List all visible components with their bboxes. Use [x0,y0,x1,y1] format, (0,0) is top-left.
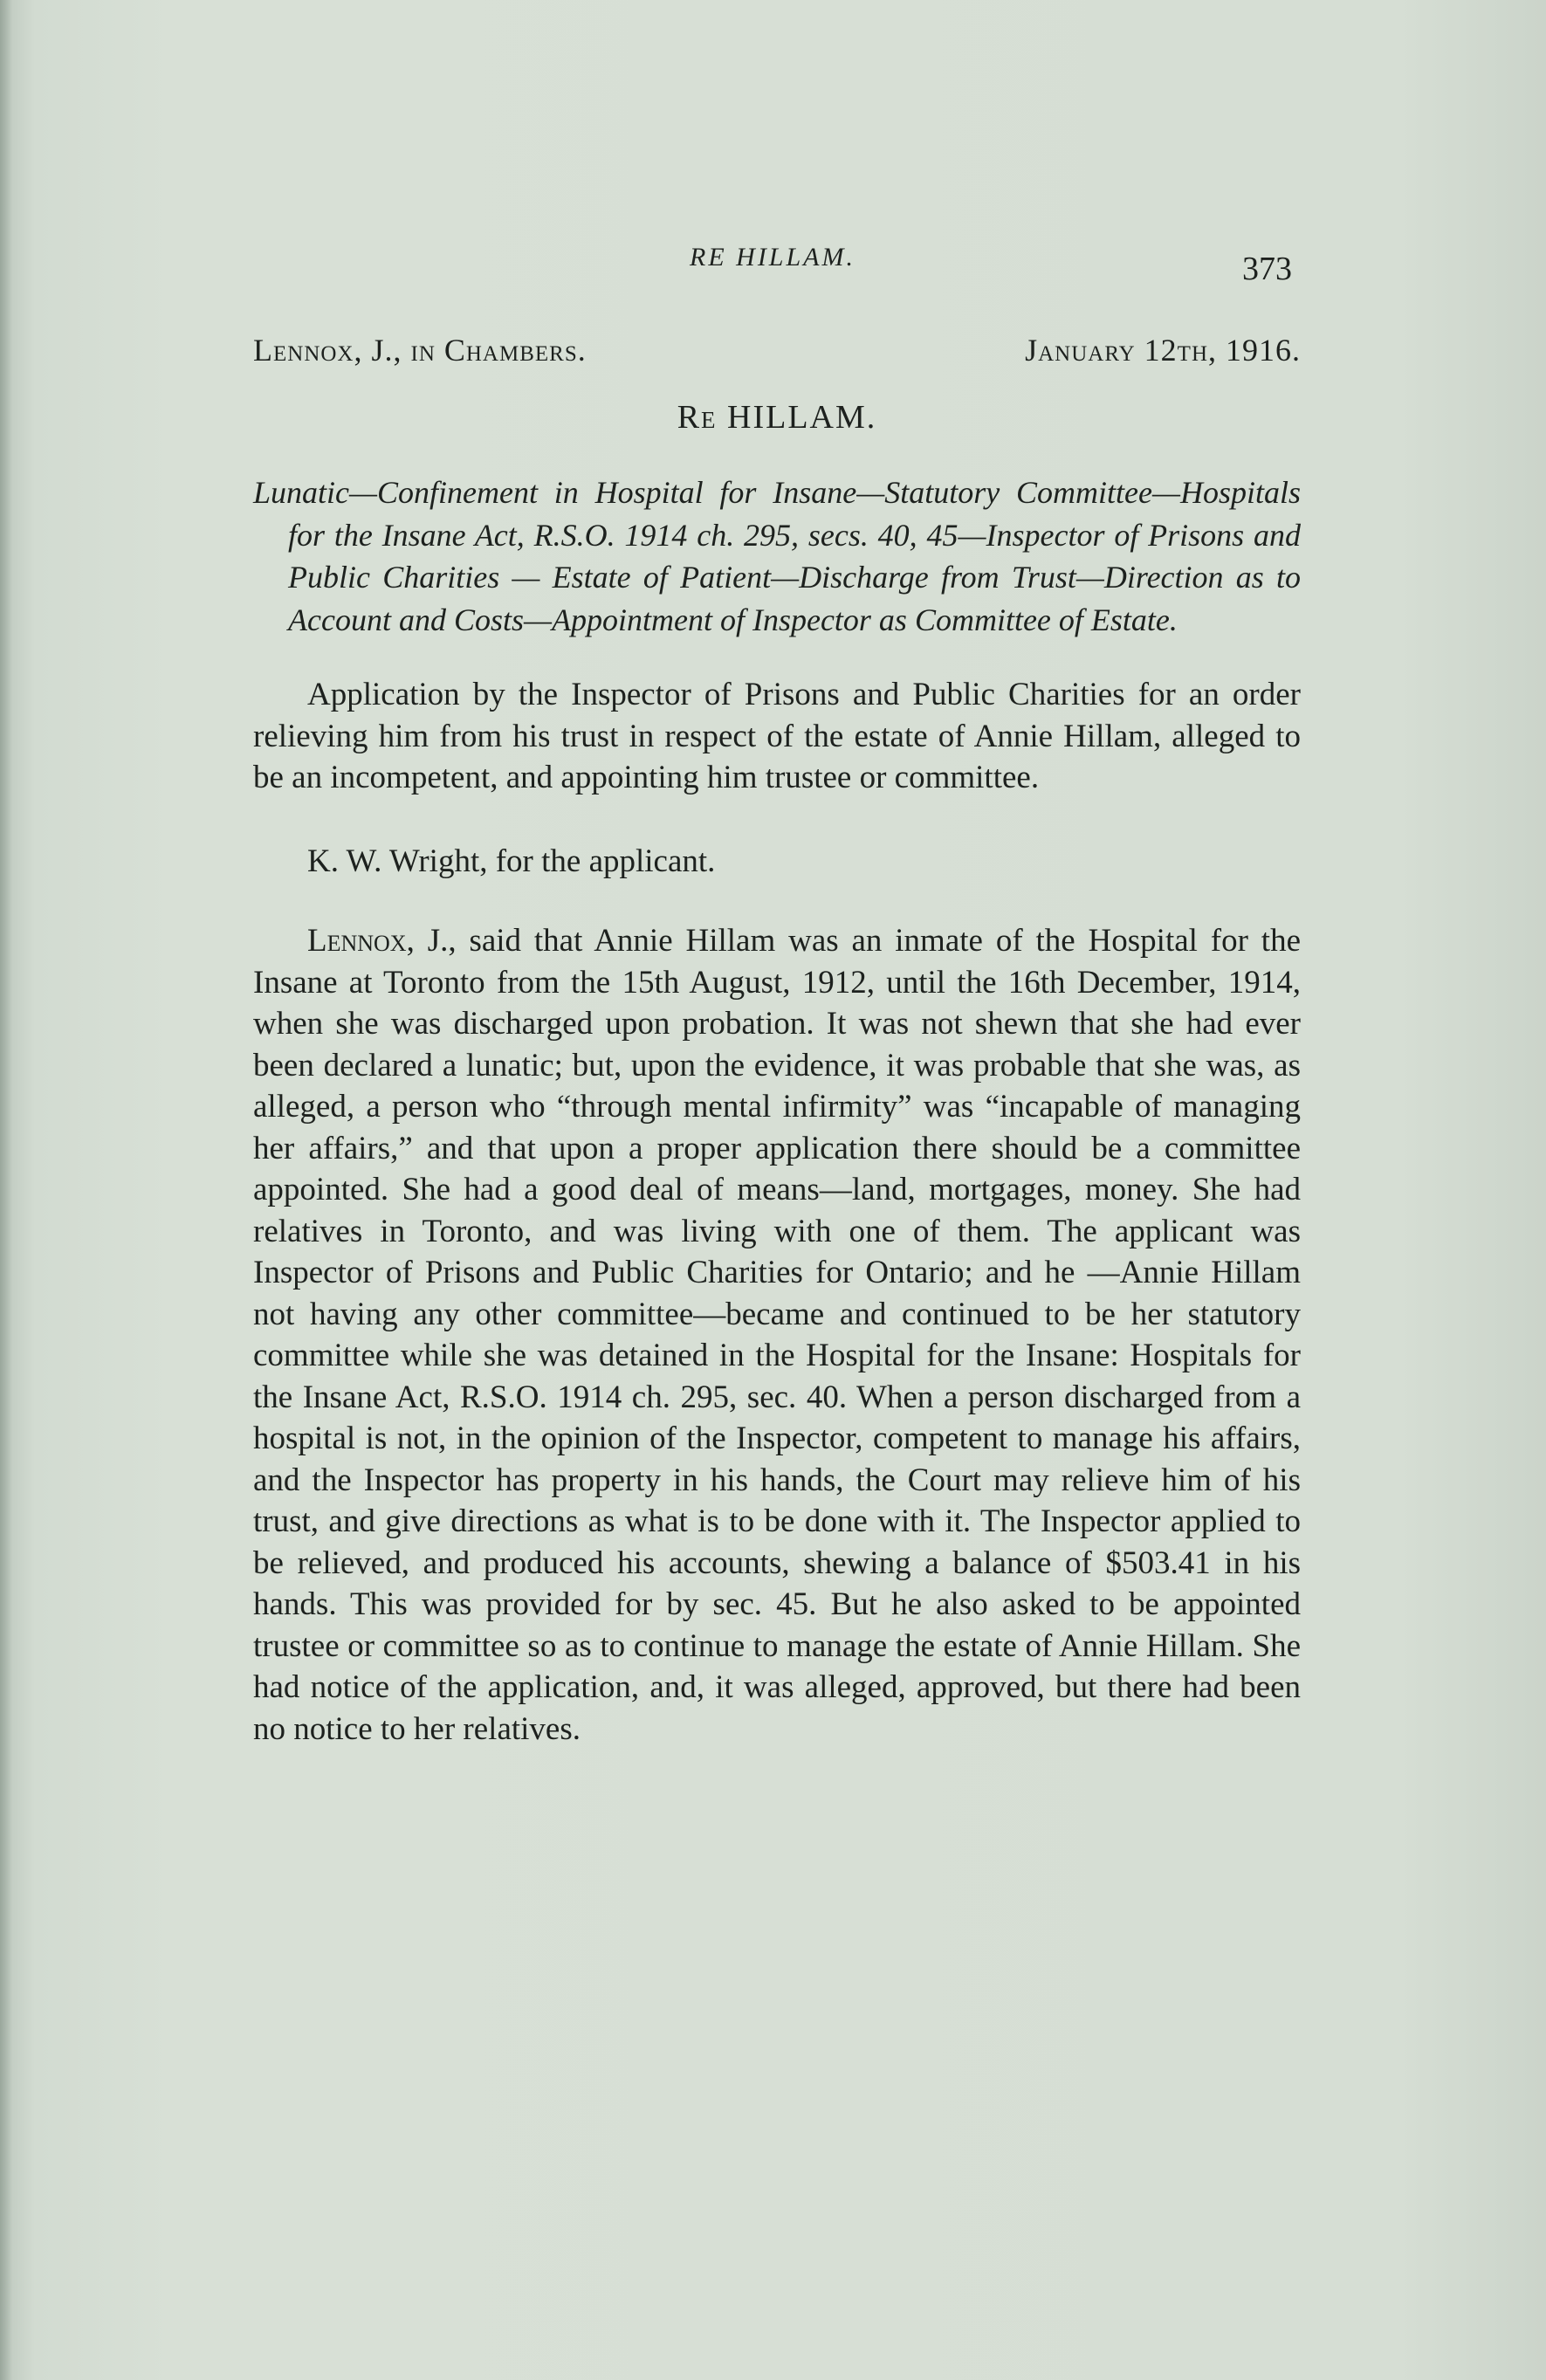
running-title: RE HILLAM. [690,243,855,272]
counsel-paragraph: K. W. Wright, for the applicant. [307,843,716,879]
court-judge: Lennox, J., in Chambers. [253,333,587,368]
running-head [253,236,1292,288]
page-number: 373 [1242,251,1292,287]
application-paragraph: Application by the Inspector of Prisons and Public Charities for an order relieving him from his trust in respect of the estate of Annie Hillam, alleged to be an incompetent, and appointing him trustee or committee. [253,677,1301,795]
court-date: January 12th, 1916. [1025,333,1301,368]
headnote-text: Lunatic—Confinement in Hospital for Insane—Statutory Committee—Hospitals for the Insane Act, R.S.O. 1914 ch. 295, secs. 40, 45—Inspector of Prisons and Public Charities — Estate of Patient—Discharge from Trust—Direction as to Account and Costs—Appointment of Inspector as Committee of Estate. [253,475,1301,637]
judgment-paragraph [253,920,1301,1750]
headnote [253,471,1301,641]
spine-shadow [0,0,12,2380]
judgment-judge: Lennox, J., [307,923,457,959]
case-title: Re HILLAM. [677,399,877,436]
court-line [253,332,1301,381]
judgment-text: said that Annie Hillam was an inmate of the Hospital for the Insane at Toronto from the 15th August, 1912, until the 16th December, 1914, when she was discharged upon probation. It was not shewn that she had ever been declared a lunatic; but, upon the evidence, it was probable that she was, as alleged, a person who “through mental infirmity” was “incapable of managing her affairs,” and that upon a proper application there should be a committee appointed. She had a good deal of means—land, mortgages, money. She had relatives in Toronto, and was living with one of them. The applicant was Inspector of Prisons and Public Charities for Ontario; and he —Annie Hillam not having any other committee—became and continued to be her statutory committee while she was detained in the Hospital for the Insane: Hospitals for the Insane Act, R.S.O. 1914 ch. 295, sec. 40. When a person discharged from a hospital is not, in the opinion of the Inspector, competent to manage his affairs, and the Inspector has property in his hands, the Court may relieve him of his trust, and give directions as what is to be done with it. The Inspector applied to be relieved, and produced his accounts, shewing a balance of $503.41 in his hands. This was provided for by sec. 45. But he also asked to be appointed trustee or committee so as to continue to manage the estate of Annie Hillam. She had notice of the application, and, it was alleged, approved, but there had been no notice to her relatives. [253,923,1301,1747]
page-content [253,332,1301,1750]
